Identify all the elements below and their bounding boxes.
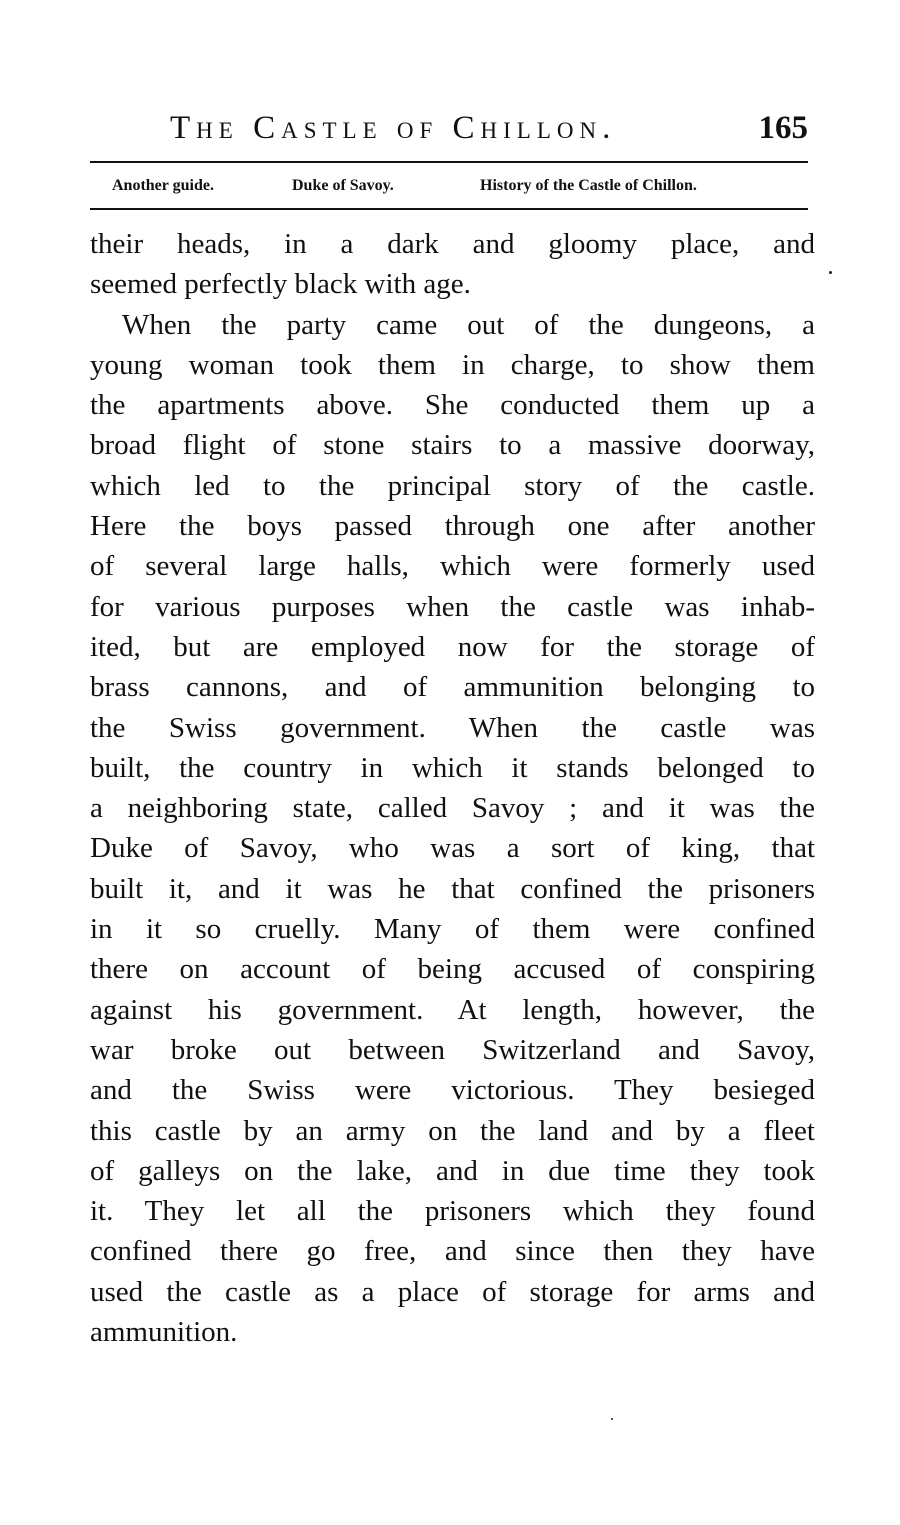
print-speck [829, 271, 832, 274]
running-title: The Castle of Chillon. [170, 110, 617, 146]
topic-history-of-castle: History of the Castle of Chillon. [480, 177, 697, 194]
text-line: and the Swiss were victorious. They besieged [90, 1074, 815, 1107]
text-line: the apartments above. She conducted them up a [90, 389, 815, 422]
text-line: confined there go free, and since then they have [90, 1235, 815, 1268]
topic-summary [90, 172, 808, 200]
text-line: for various purposes when the castle was inhab- [90, 590, 815, 623]
text-line: of galleys on the lake, and in due time they took [90, 1154, 815, 1187]
text-line: there on account of being accused of conspiring [90, 953, 815, 986]
text-line: war broke out between Switzerland and Savoy, [90, 1033, 815, 1066]
text-line: Duke of Savoy, who was a sort of king, that [90, 832, 815, 865]
text-line: which led to the principal story of the castle. [90, 469, 815, 502]
text-line: this castle by an army on the land and by a fleet [90, 1114, 815, 1147]
header-rule-top [90, 161, 808, 163]
text-line: young woman took them in charge, to show them [90, 348, 815, 381]
text-line: in it so cruelly. Many of them were confined [90, 913, 815, 946]
text-line: of several large halls, which were formerly used [90, 550, 815, 583]
topic-duke-of-savoy: Duke of Savoy. [292, 177, 394, 194]
text-line: used the castle as a place of storage for arms and [90, 1275, 815, 1308]
text-line: built it, and it was he that confined the prisoners [90, 872, 815, 905]
text-line: their heads, in a dark and gloomy place, and [90, 228, 815, 260]
paragraph-start-line: When the party came out of the dungeons, a [122, 308, 815, 341]
text-line: broad flight of stone stairs to a massive doorway, [90, 429, 815, 462]
text-line: Here the boys passed through one after another [90, 510, 815, 543]
text-line: the Swiss government. When the castle was [90, 711, 815, 744]
print-speck [611, 1418, 613, 1420]
running-head [90, 108, 808, 148]
text-line: against his government. At length, however, the [90, 993, 815, 1026]
body-text [90, 224, 815, 1352]
text-line: ited, but are employed now for the storage of [90, 630, 815, 663]
text-line: seemed perfectly black with age. [90, 268, 471, 301]
text-line: it. They let all the prisoners which they found [90, 1195, 815, 1228]
topic-another-guide: Another guide. [112, 177, 214, 194]
page-number: 165 [758, 110, 808, 146]
header-rule-bottom [90, 208, 808, 210]
text-line: a neighboring state, called Savoy ; and it was the [90, 792, 815, 825]
text-line: brass cannons, and of ammunition belonging to [90, 671, 815, 704]
text-line: ammunition. [90, 1316, 238, 1349]
text-line: built, the country in which it stands belonged to [90, 751, 815, 784]
